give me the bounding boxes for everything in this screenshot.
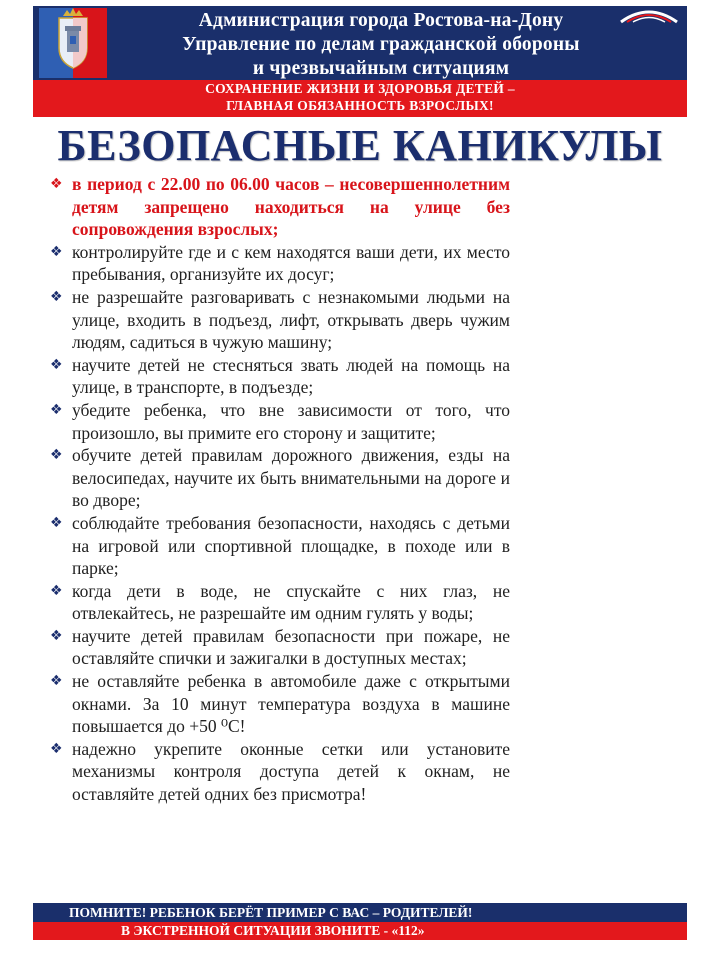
slogan-line-2: ГЛАВНАЯ ОБЯЗАННОСТЬ ВЗРОСЛЫХ! [226, 98, 494, 113]
rostov-coat-of-arms-icon [33, 6, 137, 80]
tip-text: соблюдайте требования безопасности, находясь с детьми на игровой или спортивной площадке, в походе или в парке; [72, 512, 510, 579]
diamond-bullet-icon: ❖ [50, 447, 63, 464]
header-line-3: и чрезвычайным ситуациям [252, 58, 510, 79]
footer-emergency: В ЭКСТРЕННОЙ СИТУАЦИИ ЗВОНИТЕ - «112» [121, 923, 425, 938]
diamond-bullet-icon: ❖ [50, 582, 63, 599]
tip-item [50, 625, 510, 670]
tip-item [50, 354, 510, 399]
tip-text: контролируйте где и с кем находятся ваши дети, их место пребывания, организуйте их досуг; [72, 241, 510, 285]
tip-item [50, 512, 510, 580]
tip-text: в период с 22.00 по 06.00 часов – несовершеннолетним детям запрещено находиться на улице без сопровождения взрослых; [72, 174, 510, 240]
tip-item [50, 444, 510, 512]
tip-item [50, 670, 510, 738]
tip-item [50, 173, 510, 241]
tip-text: не разрешайте разговаривать с незнакомыми людьми на улице, входить в подъезд, лифт, открывать дверь чужим людям, садиться в чужую машину; [72, 286, 510, 353]
diamond-bullet-icon: ❖ [50, 673, 63, 690]
footer-reminder: ПОМНИТЕ! РЕБЕНОК БЕРЁТ ПРИМЕР С ВАС – РОДИТЕЛЕЙ! [69, 905, 473, 920]
diamond-bullet-icon: ❖ [50, 514, 63, 531]
diamond-bullet-icon: ❖ [50, 176, 63, 192]
tip-item [50, 286, 510, 354]
diamond-bullet-icon: ❖ [50, 627, 63, 644]
tip-text: не оставляйте ребенка в автомобиле даже с открытыми окнами. За 10 минут температура воздуха в машине повышается до +50 ⁰С! [72, 671, 510, 737]
diamond-bullet-icon: ❖ [50, 356, 63, 373]
header-banner [33, 6, 687, 80]
tip-text: надежно укрепите оконные сетки или установите механизмы контроля доступа детей к окнам, не оставляйте детей одних без присмотра! [72, 738, 510, 805]
tip-text: убедите ребенка, что вне зависимости от того, что произошло, вы примите его сторону и защитите; [72, 399, 510, 443]
tip-text: когда дети в воде, не спускайте с них глаз, не отвлекайтесь, не разрешайте им одним гулять у воды; [72, 580, 510, 624]
tip-text: научите детей правилам безопасности при пожаре, не оставляйте спички и зажигалки в доступных местах; [72, 625, 510, 669]
header-line-1: Администрация города Ростова-на-Дону [198, 10, 564, 31]
diamond-bullet-icon: ❖ [50, 740, 63, 757]
diamond-bullet-icon: ❖ [50, 243, 63, 260]
header-title [145, 9, 617, 81]
diamond-bullet-icon: ❖ [50, 288, 63, 305]
safety-tips-list [50, 173, 510, 806]
slogan-line-1: СОХРАНЕНИЕ ЖИЗНИ И ЗДОРОВЬЯ ДЕТЕЙ – [205, 81, 515, 96]
header-line-2: Управление по делам гражданской обороны [182, 34, 580, 55]
tip-item [50, 399, 510, 444]
diamond-bullet-icon: ❖ [50, 401, 63, 418]
slogan-banner [33, 80, 687, 117]
tip-item [50, 241, 510, 286]
tip-item [50, 738, 510, 806]
tip-text: обучите детей правилам дорожного движения, езды на велосипедах, научите их быть внимательными на дороге и во дворе; [72, 445, 510, 511]
footer-emergency-banner [33, 922, 687, 940]
tip-item [50, 580, 510, 625]
tip-text: научите детей не стесняться звать людей на помощь на улице, в транспорте, в подъезде; [72, 354, 510, 398]
civil-defense-arc-logo-icon [617, 8, 681, 24]
page-title: БЕЗОПАСНЫЕ КАНИКУЛЫ [57, 121, 663, 170]
footer-reminder-banner [33, 903, 687, 922]
